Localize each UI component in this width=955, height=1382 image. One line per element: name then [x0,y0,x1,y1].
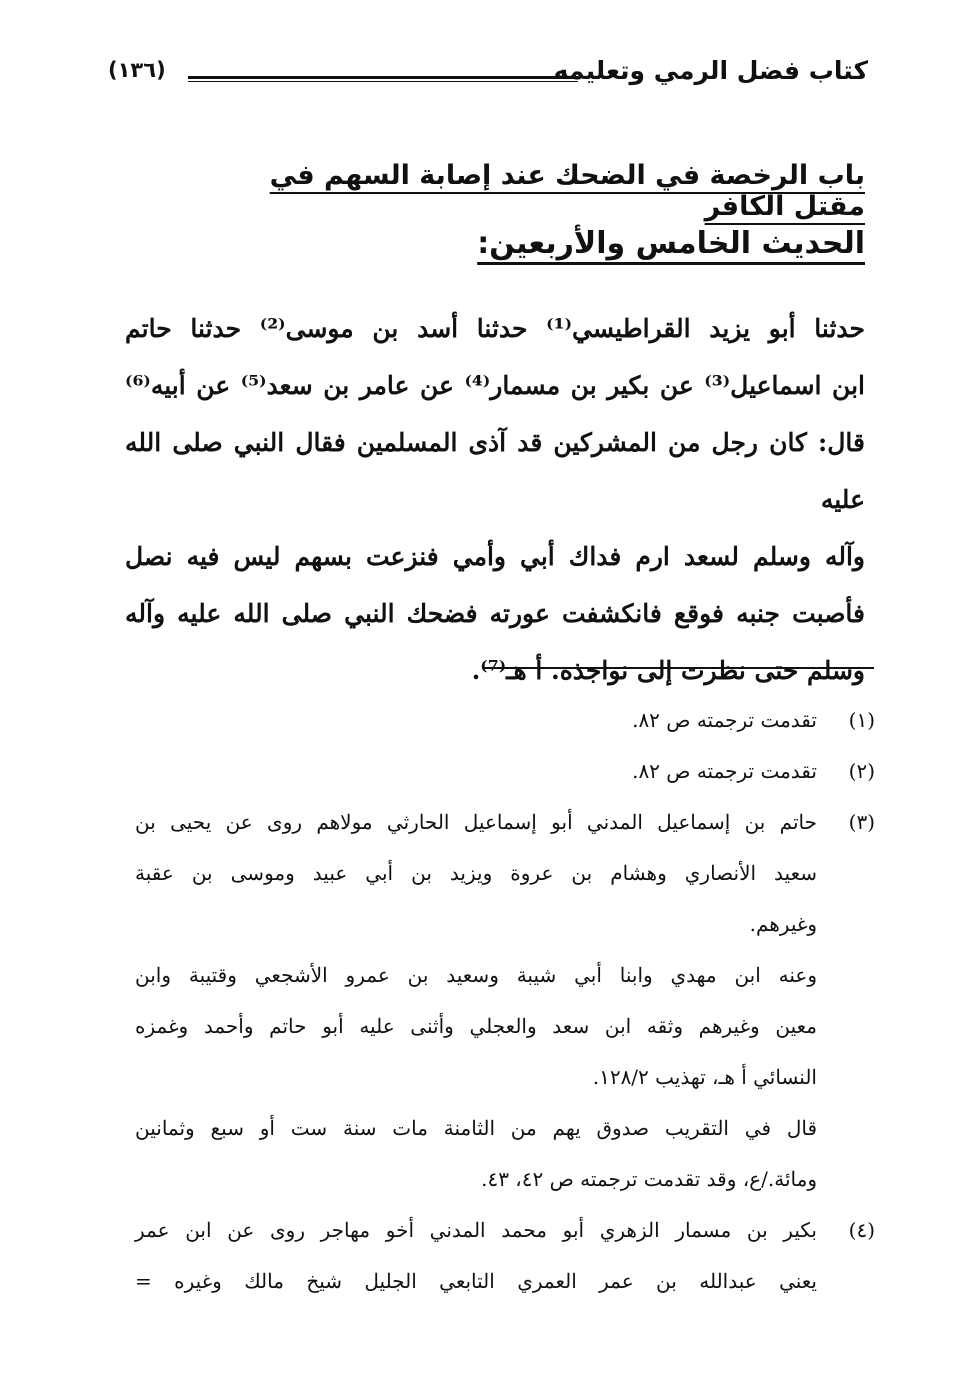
body-line: وآله وسلم لسعد ارم فداك أبي وأمي فنزعت بسهم ليس فيه نصل [125,542,865,571]
footnote-line: قال في التقريب صدوق يهم من الثامنة مات سنة ست أو سبع وثمانين [135,1116,817,1140]
footnote-number: (٢) [848,759,875,783]
footnote-number: (٤) [848,1218,875,1242]
footnote-line: تقدمت ترجمته ص ٨٢. [632,759,817,783]
hadith-body [125,300,865,699]
body-line: قال: كان رجل من المشركين قد آذى المسلمين فقال النبي صلى الله عليه [125,428,865,514]
footnote [135,746,875,797]
hadith-heading: الحديث الخامس والأربعين: [477,226,865,261]
page-number: (١٣٦) [108,58,166,82]
footnote [135,797,875,1205]
footnote-number: (١) [848,708,875,732]
header-rule [188,76,578,82]
footnote-number: (٣) [848,810,875,834]
page-header [108,56,868,96]
footnote-line: يعني عبدالله بن عمر العمري التابعي الجليل شيخ مالك وغيره = [135,1269,817,1293]
footnote-separator [482,667,874,669]
body-line: ابن اسماعيل⁽³⁾ عن بكير بن مسمار⁽⁴⁾ عن عامر بن سعد⁽⁵⁾ عن أبيه⁽⁶⁾ [125,371,865,400]
footnote-line: وغيرهم. [749,912,817,936]
footnote-line: حاتم بن إسماعيل المدني أبو إسماعيل الحارثي مولاهم روى عن يحيى بن [135,810,817,834]
footnote [135,695,875,746]
footnote [135,1205,875,1307]
chapter-title: باب الرخصة في الضحك عند إصابة السهم في مقتل الكافر [269,160,865,222]
body-line: فأصبت جنبه فوقع فانكشفت عورته فضحك النبي صلى الله عليه وآله [125,599,865,628]
footnote-line: بكير بن مسمار الزهري أبو محمد المدني أخو مهاجر روى عن ابن عمر [135,1218,817,1242]
footnote-line: ومائة./ع، وقد تقدمت ترجمته ص ٤٢، ٤٣. [481,1167,817,1191]
footnote-line: النسائي أ هـ، تهذيب ١٢٨/٢. [592,1065,817,1089]
body-line: حدثنا أبو يزيد القراطيسي⁽¹⁾ حدثنا أسد بن موسى⁽²⁾ حدثنا حاتم [125,314,866,343]
footnote-line: وعنه ابن مهدي وابنا أبي شيبة وسعيد بن عمرو الأشجعي وقتيبة وابن [135,963,817,987]
footnotes [135,695,875,1307]
book-title: كتاب فضل الرمي وتعليمه [553,56,868,85]
footnote-line: سعيد الأنصاري وهشام بن عروة ويزيد بن أبي عبيد وموسى بن عقبة [135,861,817,885]
footnote-line: معين وغيرهم وثقه ابن سعد والعجلي وأثنى عليه أبو حاتم وأحمد وغمزه [135,1014,817,1038]
body-line: وسلم حتى نظرت إلى نواجذه. أ هـ⁽⁷⁾. [471,656,865,685]
footnote-line: تقدمت ترجمته ص ٨٢. [632,708,817,732]
